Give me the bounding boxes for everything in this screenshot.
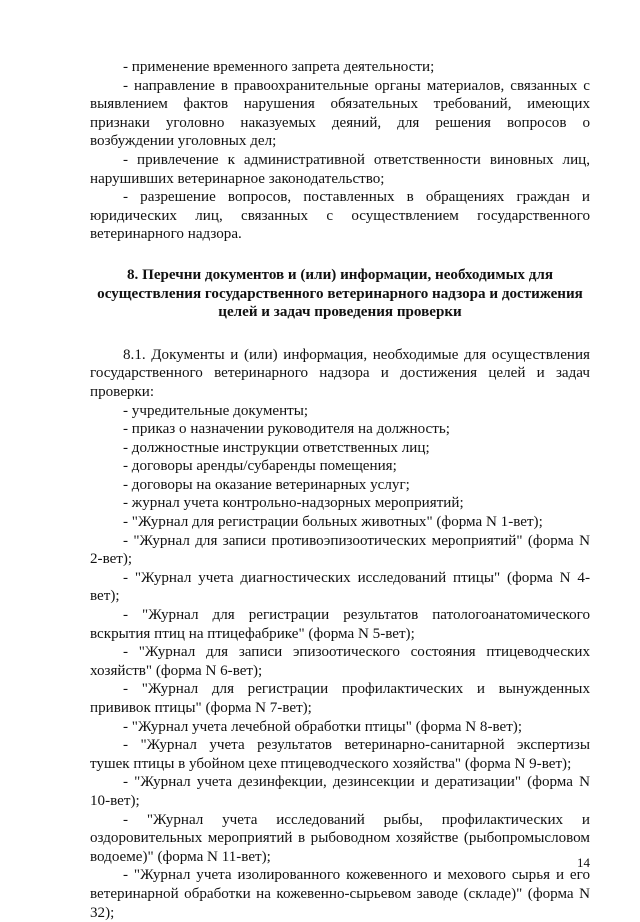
document-list-item: - "Журнал для записи эпизоотического состояния птицеводческих хозяйств" (форма N 6-вет);	[90, 644, 590, 679]
intro-item: - привлечение к административной ответственности виновных лиц, нарушивших ветеринарное законодательство;	[90, 151, 590, 187]
document-list-item: - договоры аренды/субаренды помещения;	[123, 458, 397, 475]
document-list-item: - "Журнал учета исследований рыбы, профилактических и оздоровительных мероприятий в рыбоводном хозяйстве (рыбопромысловом водоеме)" (форма N 11-вет);	[90, 811, 590, 865]
page-content	[90, 58, 590, 922]
subsection-intro: 8.1. Документы и (или) информация, необходимые для осуществления государственного ветеринарного надзора и достижения целей и задач проверки:	[90, 346, 590, 400]
document-list-item: - "Журнал учета лечебной обработки птицы" (форма N 8-вет);	[123, 718, 523, 735]
intro-item: - применение временного запрета деятельности;	[123, 59, 435, 75]
document-list-item: - "Журнал учета дезинфекции, дезинсекции и дератизации" (форма N 10-вет);	[90, 774, 590, 809]
document-list-item: - "Журнал учета изолированного кожевенного и мехового сырья и его ветеринарной обработки на кожевенно-сырьевом заводе (складе)" (форма N 32);	[90, 867, 590, 921]
document-list-item: - "Журнал учета результатов ветеринарно-санитарной экспертизы тушек птицы в убойном цехе птицеводческого хозяйства" (форма N 9-вет);	[90, 737, 590, 772]
document-list-item: - договоры на оказание ветеринарных услуг;	[123, 476, 410, 493]
document-list-item: - "Журнал для регистрации результатов патологоанатомического вскрытия птиц на птицефабрике" (форма N 5-вет);	[90, 607, 590, 642]
document-list-item: - приказ о назначении руководителя на должность;	[123, 421, 450, 438]
document-list-item: - "Журнал учета диагностических исследований птицы" (форма N 4-вет);	[90, 569, 590, 605]
page-number: 14	[577, 855, 590, 870]
document-list-item: - "Журнал для регистрации больных животных" (форма N 1-вет);	[123, 514, 543, 531]
document-list-item: - "Журнал для регистрации профилактических и вынужденных прививок птицы" (форма N 7-вет);	[90, 681, 590, 716]
intro-item: - направление в правоохранительные органы материалов, связанных с выявлением фактов нарушения обязательных требований, имеющих признаки уголовно наказуемых деяний, для решения вопросов о возбуждении уголовных дел;	[90, 77, 590, 150]
document-list-item: - журнал учета контрольно-надзорных мероприятий;	[123, 495, 464, 512]
document-list-item: - "Журнал для записи противоэпизоотических мероприятий" (форма N 2-вет);	[90, 532, 590, 568]
section-heading: 8. Перечни документов и (или) информации, необходимых для осуществления государственного ветеринарного надзора и достижения целей и задач проведения проверки	[97, 266, 583, 321]
intro-item: - разрешение вопросов, поставленных в обращениях граждан и юридических лиц, связанных с осуществлением государственного ветеринарного надзора.	[90, 189, 590, 243]
document-list-item: - учредительные документы;	[123, 402, 309, 419]
document-list-item: - должностные инструкции ответственных лиц;	[123, 439, 430, 456]
